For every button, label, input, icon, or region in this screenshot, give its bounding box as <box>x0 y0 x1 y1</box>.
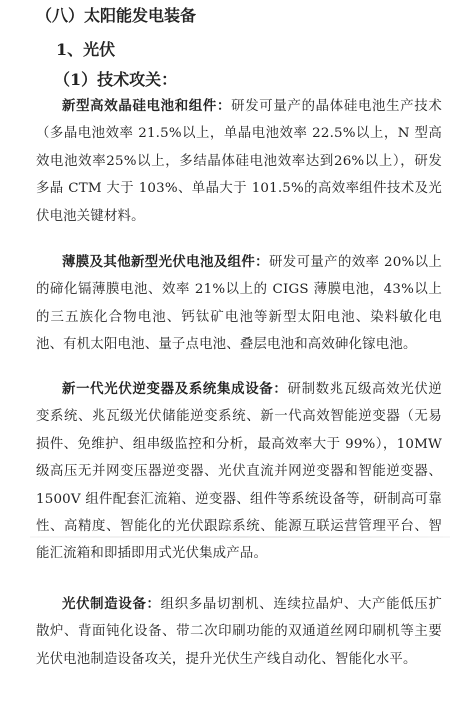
paragraph-thin-film <box>36 249 442 359</box>
paragraph-lead: 光伏制造设备： <box>62 596 161 612</box>
paragraph-lead: 薄膜及其他新型光伏电池及组件： <box>62 254 269 270</box>
subsection-heading: 1、光伏 <box>56 40 116 59</box>
section-heading: （八）太阳能发电装备 <box>36 6 197 25</box>
paragraph-manufacturing-equipment <box>36 591 442 673</box>
paragraph-inverter <box>36 376 442 568</box>
page-fold-line <box>30 536 450 538</box>
paragraph-lead: 新型高效晶硅电池和组件： <box>62 98 232 114</box>
paragraph-crystalline-silicon <box>36 93 442 230</box>
paragraph-lead: 新一代光伏逆变器及系统集成设备： <box>62 381 288 397</box>
paragraph-body: 研发可量产的晶体硅电池生产技术（多晶电池效率 21.5%以上，单晶电池效率 22.5%以上，N 型高效电池效率25%以上，多结晶体硅电池效率达到26%以上），研发多晶 CTM 大于 103%、单晶大于 101.5%的高效率组件技术及光伏电池关键材料。 <box>36 99 442 224</box>
paragraph-body: 研制数兆瓦级高效光伏逆变系统、兆瓦级光伏储能逆变系统、新一代高效智能逆变器（无易损件、免维护、组串级监控和分析，最高效率大于 99%），10MW级高压无并网变压器逆变器、光伏直流并网逆变器和智能逆变器、1500V 组件配套汇流箱、逆变器、组件等系统设备等，研制高可靠性、高精度、智能化的光伏跟踪系统、能源互联运营管理平台、智能汇流箱和即插即用式光伏集成产品。 <box>36 382 442 562</box>
paragraph-body: 研发可量产的效率 20%以上的碲化镉薄膜电池、效率 21%以上的 CIGS 薄膜电池，43%以上的三五族化合物电池、钙钛矿电池等新型太阳电池、染料敏化电池、有机太阳电池、量子点电池、叠层电池和高效砷化镓电池。 <box>36 255 442 353</box>
paragraph-body: 组织多晶切割机、连续拉晶炉、大产能低压扩散炉、背面钝化设备、带二次印刷功能的双通道丝网印刷机等主要光伏电池制造设备攻关，提升光伏生产线自动化、智能化水平。 <box>36 597 443 667</box>
item-heading: （1）技术攻关： <box>54 70 178 89</box>
